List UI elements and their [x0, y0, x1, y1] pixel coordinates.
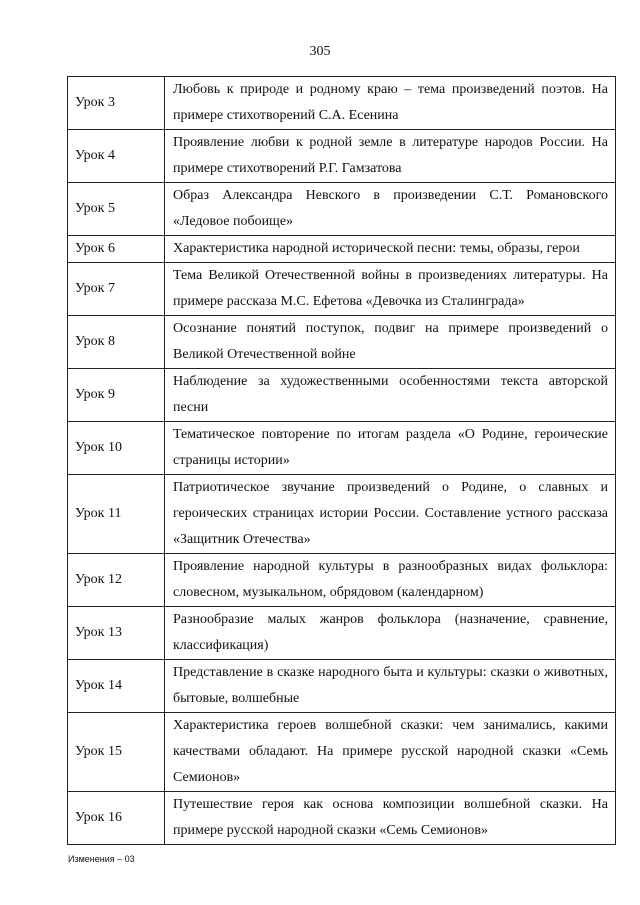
table-row	[68, 130, 616, 183]
lesson-number: Урок 12	[68, 554, 165, 607]
lesson-description: Разнообразие малых жанров фольклора (назначение, сравнение, классификация)	[165, 607, 616, 660]
lesson-description: Образ Александра Невского в произведении С.Т. Романовского «Ледовое побоище»	[165, 183, 616, 236]
lesson-description: Характеристика героев волшебной сказки: чем занимались, какими качествами обладают. На примере русской народной сказки «Семь Семионов»	[165, 713, 616, 792]
lesson-number: Урок 9	[68, 369, 165, 422]
lesson-description: Тема Великой Отечественной войны в произведениях литературы. На примере рассказа М.С. Ефетова «Девочка из Сталинграда»	[165, 263, 616, 316]
lesson-table	[67, 76, 616, 845]
lesson-description: Характеристика народной исторической песни: темы, образы, герои	[165, 236, 616, 263]
lesson-description: Проявление любви к родной земле в литературе народов России. На примере стихотворений Р.Г. Гамзатова	[165, 130, 616, 183]
footer-revision-note: Изменения – 03	[68, 854, 135, 864]
lesson-description: Патриотическое звучание произведений о Родине, о славных и героических страницах истории России. Составление устного рассказа «Защитник Отечества»	[165, 475, 616, 554]
table-row	[68, 660, 616, 713]
table-row	[68, 607, 616, 660]
lesson-number: Урок 11	[68, 475, 165, 554]
lesson-description: Путешествие героя как основа композиции волшебной сказки. На примере русской народной сказки «Семь Семионов»	[165, 792, 616, 845]
lesson-number: Урок 13	[68, 607, 165, 660]
lesson-number: Урок 10	[68, 422, 165, 475]
lesson-number: Урок 8	[68, 316, 165, 369]
lesson-description: Любовь к природе и родному краю – тема произведений поэтов. На примере стихотворений С.А. Есенина	[165, 77, 616, 130]
lesson-number: Урок 5	[68, 183, 165, 236]
table-row	[68, 369, 616, 422]
lesson-number: Урок 6	[68, 236, 165, 263]
lesson-description: Наблюдение за художественными особенностями текста авторской песни	[165, 369, 616, 422]
lesson-description: Тематическое повторение по итогам раздела «О Родине, героические страницы истории»	[165, 422, 616, 475]
lesson-number: Урок 4	[68, 130, 165, 183]
table-row	[68, 236, 616, 263]
lesson-table-body	[68, 77, 616, 845]
table-row	[68, 422, 616, 475]
table-row	[68, 713, 616, 792]
lesson-number: Урок 15	[68, 713, 165, 792]
lesson-number: Урок 7	[68, 263, 165, 316]
table-row	[68, 316, 616, 369]
table-row	[68, 475, 616, 554]
table-row	[68, 554, 616, 607]
table-row	[68, 77, 616, 130]
page-number: 305	[309, 44, 331, 59]
lesson-description: Осознание понятий поступок, подвиг на примере произведений о Великой Отечественной войне	[165, 316, 616, 369]
lesson-description: Проявление народной культуры в разнообразных видах фольклора: словесном, музыкальном, обрядовом (календарном)	[165, 554, 616, 607]
lesson-description: Представление в сказке народного быта и культуры: сказки о животных, бытовые, волшебные	[165, 660, 616, 713]
table-row	[68, 263, 616, 316]
lesson-number: Урок 16	[68, 792, 165, 845]
table-row	[68, 792, 616, 845]
lesson-number: Урок 14	[68, 660, 165, 713]
lesson-number: Урок 3	[68, 77, 165, 130]
table-row	[68, 183, 616, 236]
